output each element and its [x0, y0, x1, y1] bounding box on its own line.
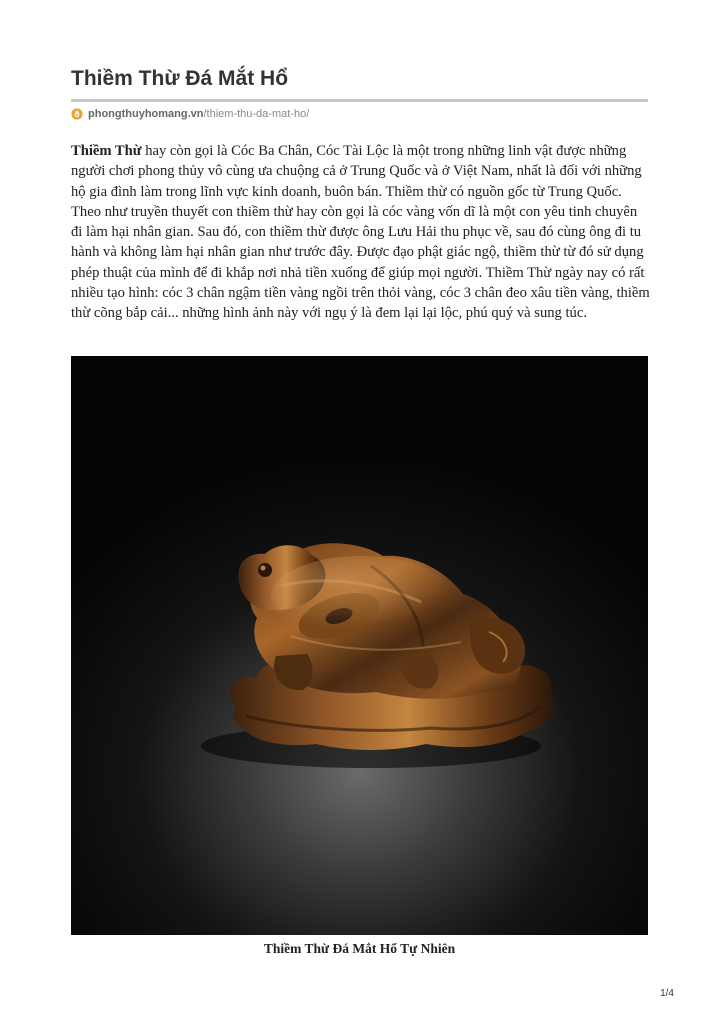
site-favicon-icon	[71, 108, 83, 120]
source-link[interactable]	[88, 108, 309, 120]
source-domain: phongthuyhomang.vn	[88, 108, 204, 120]
source-path: /thiem-thu-da-mat-ho/	[203, 108, 310, 120]
title-divider	[71, 99, 648, 102]
article-intro-text: hay còn gọi là Cóc Ba Chân, Cóc Tài Lộc là một trong những linh vật được những người chơi phong thủy vô cùng ưa chuộng cả ở Trung Quốc và ở Việt Nam, nhất là đối với những hộ gia đình làm trong lĩnh vực kinh doanh, buôn bán. Thiềm thừ có nguồn gốc từ Trung Quốc. Theo như truyền thuyết con thiềm thừ hay còn gọi là cóc vàng vốn dĩ là một con yêu tinh chuyên đi làm hại nhân gian. Sau đó, con thiềm thừ được ông Lưu Hải thu phục về, sau đó cùng ông đi tu hành và không làm hại nhân gian như trước đây. Được đạo phật giác ngộ, thiềm thừ từ đó sử dụng phép thuật của mình để đi khắp nơi nhả tiền xuống để giúp mọi người. Thiềm Thừ ngày nay có rất nhiều tạo hình: cóc 3 chân ngậm tiền vàng ngồi trên thỏi vàng, cóc 3 chân đeo xâu tiền vàng, thiềm thừ cõng bắp cải... những hình ảnh này với ngụ ý là đem lại lại lộc, phú quý và sung túc.	[71, 143, 650, 322]
source-line	[71, 108, 309, 120]
tiger-eye-toad-figurine	[71, 356, 648, 935]
article-intro-bold: Thiềm Thừ	[71, 143, 142, 159]
article-photo	[71, 356, 648, 935]
image-caption: Thiềm Thừ Đá Mắt Hổ Tự Nhiên	[263, 941, 456, 956]
page-title: Thiềm Thừ Đá Mắt Hổ	[71, 67, 289, 90]
page-number: 1/4	[660, 988, 674, 999]
article-paragraph	[71, 141, 651, 324]
